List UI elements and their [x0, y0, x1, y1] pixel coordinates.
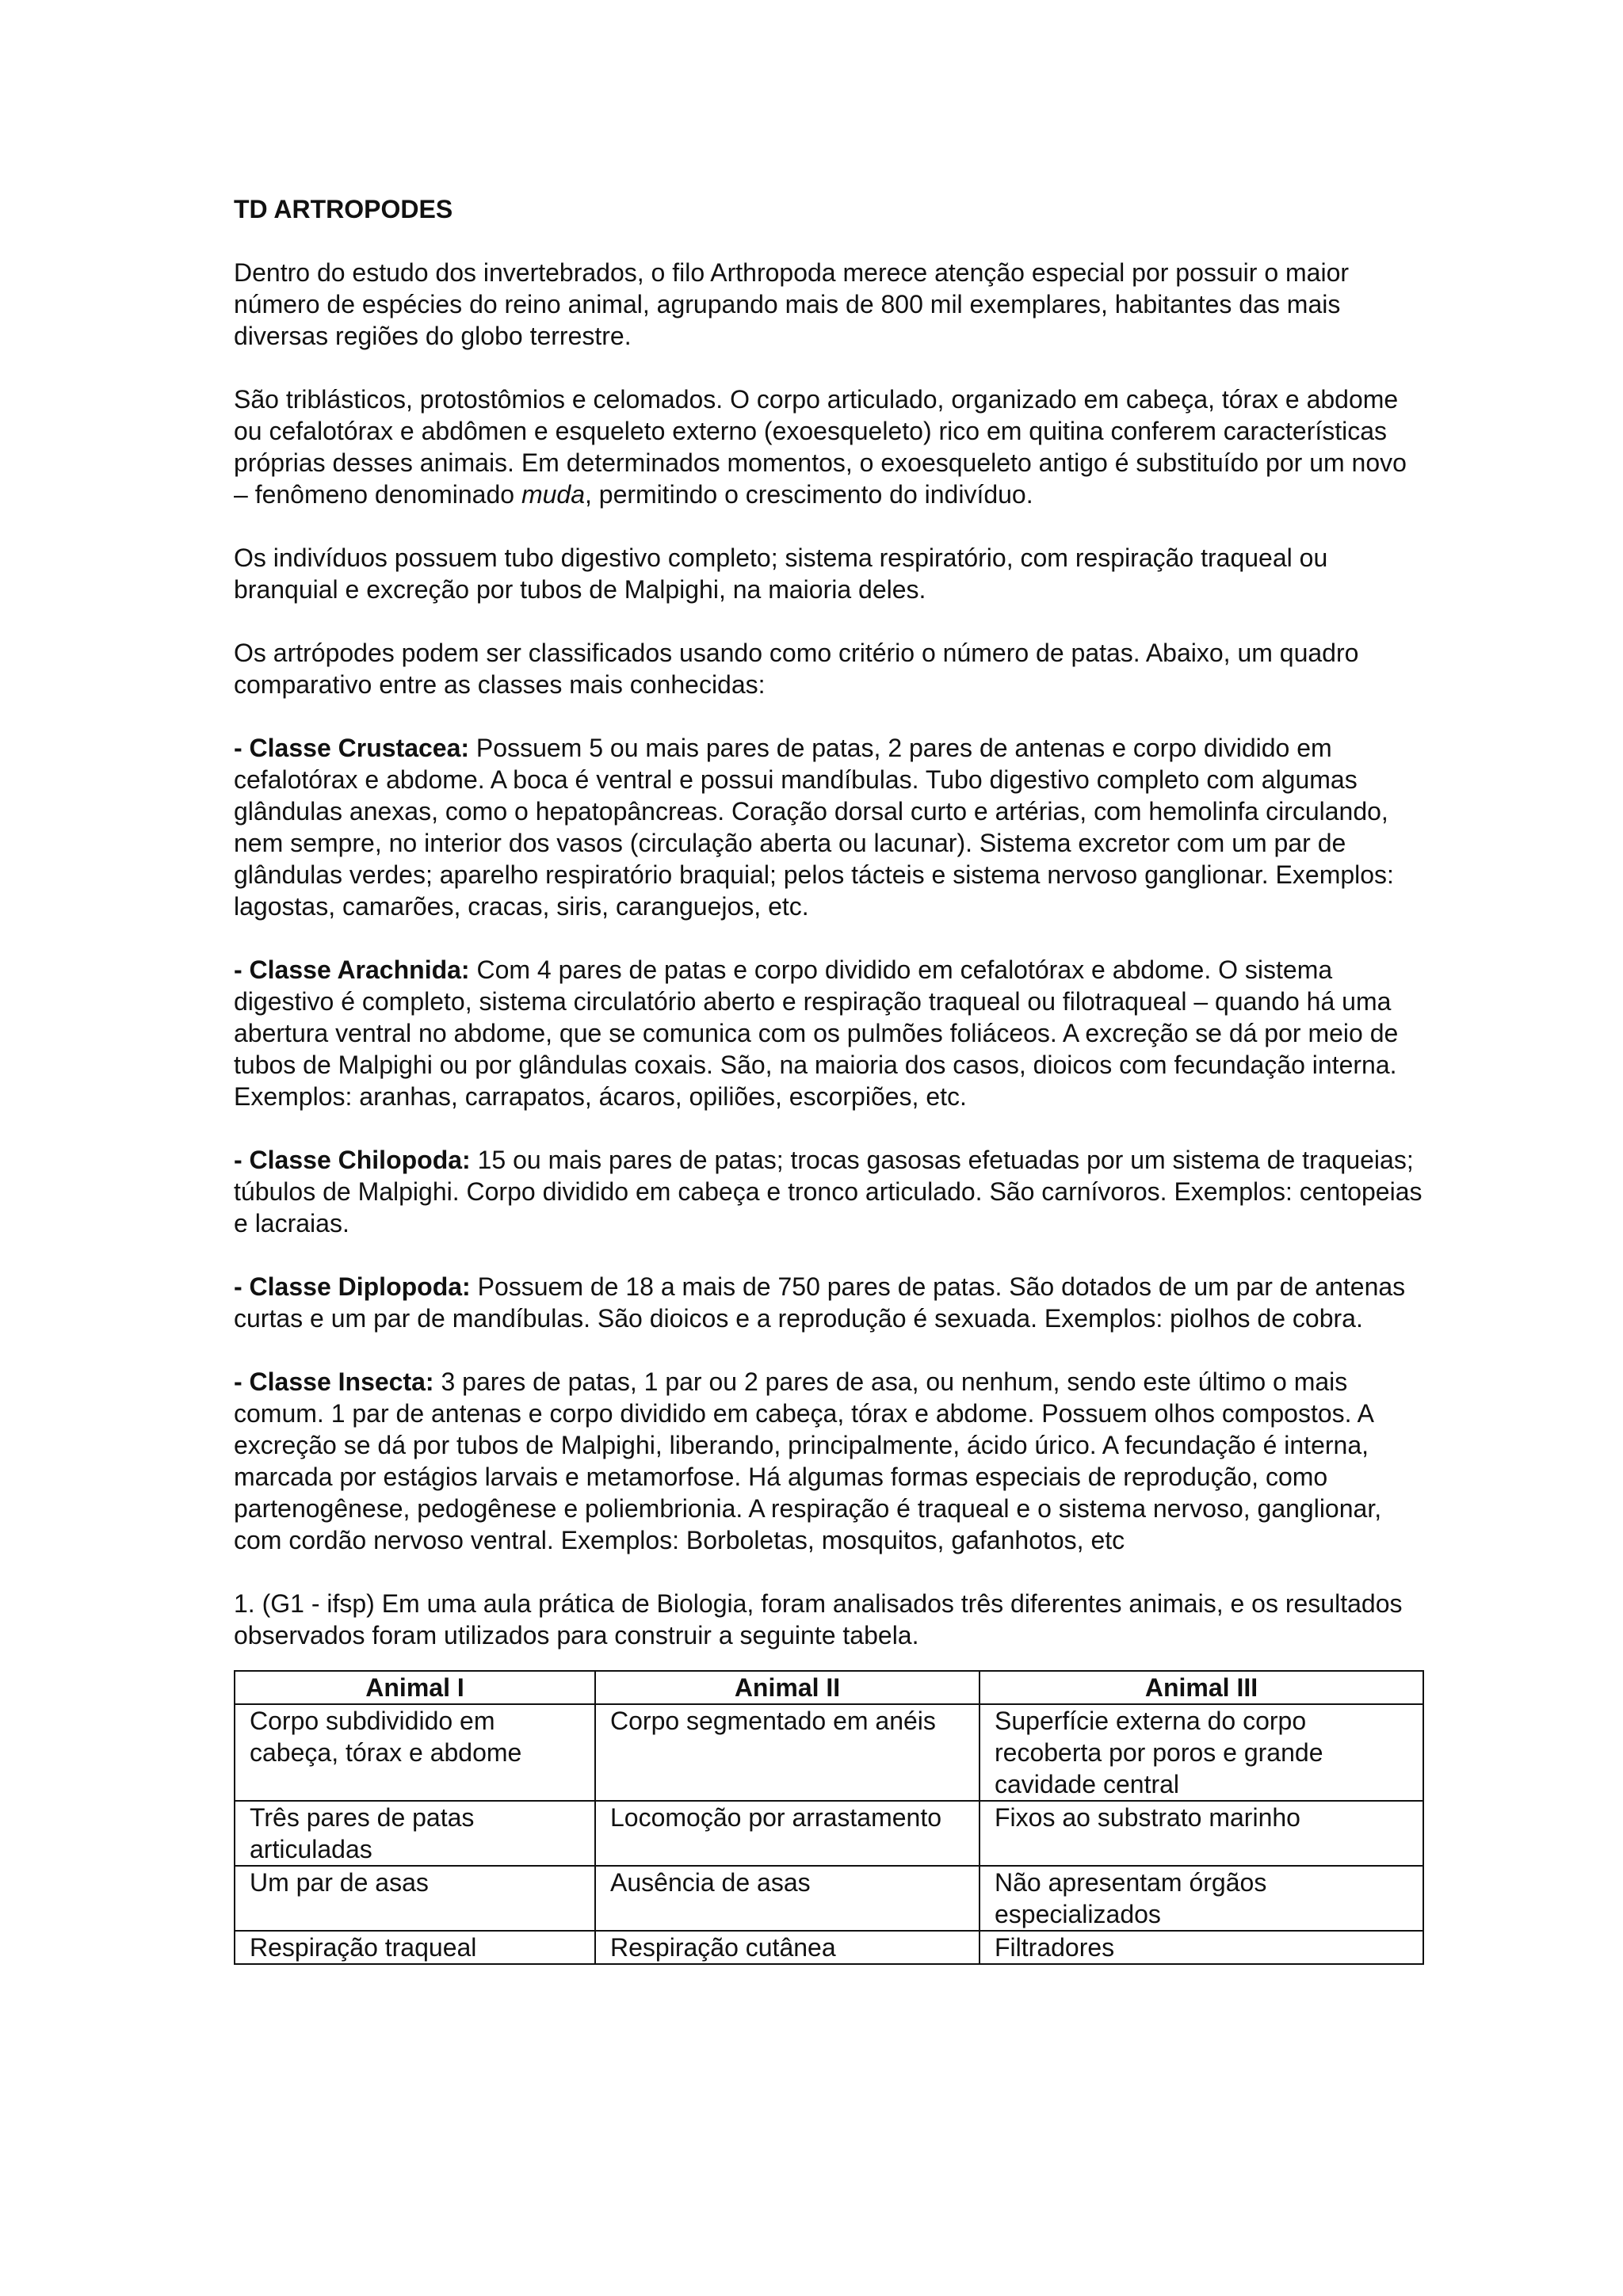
class-arachnida-paragraph: [234, 954, 1423, 1112]
class-chilopoda-paragraph: [234, 1144, 1423, 1239]
text-run: São triblásticos, protostômios e celomados. O corpo articulado, organizado em cabeça, tórax e abdome ou cefalotórax e abdômen e esqueleto externo (exoesqueleto) rico em quitina conferem características próprias desses animais. Em determinados momentos, o exoesqueleto antigo é substituído por um novo – fenômeno denominado: [234, 385, 1407, 509]
body-paragraph-classification: Os artrópodes podem ser classificados usando como critério o número de patas. Abaixo, um quadro comparativo entre as classes mais conhecidas:: [234, 639, 1359, 699]
question-text: (G1 - ifsp) Em uma aula prática de Biologia, foram analisados três diferentes animais, e os resultados observados foram utilizados para construir a seguinte tabela.: [234, 1589, 1403, 1650]
class-label: - Classe Diplopoda:: [234, 1272, 471, 1301]
table-header-cell: Animal III: [980, 1671, 1423, 1704]
document-title: TD ARTROPODES: [234, 195, 453, 223]
table-cell: Locomoção por arrastamento: [595, 1801, 980, 1866]
class-label: - Classe Crustacea:: [234, 734, 470, 762]
table-cell: Corpo subdividido em cabeça, tórax e abdome: [235, 1704, 595, 1801]
body-paragraph-systems: Os indivíduos possuem tubo digestivo completo; sistema respiratório, com respiração traqueal ou branquial e excreção por tubos de Malpighi, na maioria deles.: [234, 543, 1328, 604]
table-cell: Superfície externa do corpo recoberta por poros e grande cavidade central: [980, 1704, 1423, 1801]
emphasis-muda: muda: [521, 480, 585, 509]
table-cell: Respiração cutânea: [595, 1931, 980, 1964]
class-text: Possuem 5 ou mais pares de patas, 2 pares de antenas e corpo dividido em cefalotórax e abdome. A boca é ventral e possui mandíbulas. Tubo digestivo completo com algumas glândulas anexas, como o hepatopâncreas. Coração dorsal curto e artérias, com hemolinfa circulando, nem sempre, no interior dos vasos (circulação aberta ou lacunar). Sistema excretor com um par de glândulas verdes; aparelho respiratório braquial; pelos tácteis e sistema nervoso ganglionar. Exemplos: lagostas, camarões, cracas, siris, caranguejos, etc.: [234, 734, 1394, 921]
question-number: 1.: [234, 1589, 255, 1618]
class-crustacea-paragraph: [234, 732, 1423, 922]
table-header-cell: Animal II: [595, 1671, 980, 1704]
table-header-row: [235, 1671, 1423, 1704]
question-paragraph: [234, 1588, 1423, 1651]
animals-table: [234, 1670, 1424, 1965]
table-row: [235, 1801, 1423, 1866]
class-label: - Classe Chilopoda:: [234, 1146, 471, 1174]
table-row: [235, 1866, 1423, 1931]
document-page: [234, 193, 1423, 1965]
class-text: 3 pares de patas, 1 par ou 2 pares de asa, ou nenhum, sendo este último o mais comum. 1 par de antenas e corpo dividido em cabeça, tórax e abdome. Possuem olhos compostos. A excreção se dá por tubos de Malpighi, liberando, principalmente, ácido úrico. A fecundação é interna, marcada por estágios larvais e metamorfose. Há algumas formas especiais de reprodução, como partenogênese, pedogênese e poliembrionia. A respiração é traqueal e o sistema nervoso, ganglionar, com cordão nervoso ventral. Exemplos: Borboletas, mosquitos, gafanhotos, etc: [234, 1367, 1382, 1554]
table-cell: Respiração traqueal: [235, 1931, 595, 1964]
table-cell: Corpo segmentado em anéis: [595, 1704, 980, 1801]
text-run: , permitindo o crescimento do indivíduo.: [584, 480, 1033, 509]
table-header-cell: Animal I: [235, 1671, 595, 1704]
table-cell: Filtradores: [980, 1931, 1423, 1964]
table-cell: Um par de asas: [235, 1866, 595, 1931]
class-text: Possuem de 18 a mais de 750 pares de patas. São dotados de um par de antenas curtas e um par de mandíbulas. São dioicos e a reprodução é sexuada. Exemplos: piolhos de cobra.: [234, 1272, 1406, 1333]
body-paragraph-characteristics: [234, 383, 1423, 510]
table-cell: Ausência de asas: [595, 1866, 980, 1931]
table-cell: Fixos ao substrato marinho: [980, 1801, 1423, 1866]
table-row: [235, 1704, 1423, 1801]
class-label: - Classe Arachnida:: [234, 955, 470, 984]
class-text: Com 4 pares de patas e corpo dividido em cefalotórax e abdome. O sistema digestivo é completo, sistema circulatório aberto e respiração traqueal ou filotraqueal – quando há uma abertura ventral no abdome, que se comunica com os pulmões foliáceos. A excreção se dá por meio de tubos de Malpighi ou por glândulas coxais. São, na maioria dos casos, dioicos com fecundação interna. Exemplos: aranhas, carrapatos, ácaros, opiliões, escorpiões, etc.: [234, 955, 1399, 1111]
table-row: [235, 1931, 1423, 1964]
class-label: - Classe Insecta:: [234, 1367, 434, 1396]
class-insecta-paragraph: [234, 1366, 1423, 1556]
class-text: 15 ou mais pares de patas; trocas gasosas efetuadas por um sistema de traqueias; túbulos de Malpighi. Corpo dividido em cabeça e tronco articulado. São carnívoros. Exemplos: centopeias e lacraias.: [234, 1146, 1423, 1238]
intro-paragraph: Dentro do estudo dos invertebrados, o filo Arthropoda merece atenção especial por possuir o maior número de espécies do reino animal, agrupando mais de 800 mil exemplares, habitantes das mais diversas regiões do globo terrestre.: [234, 258, 1350, 350]
table-cell: Três pares de patas articuladas: [235, 1801, 595, 1866]
class-diplopoda-paragraph: [234, 1271, 1423, 1334]
table-cell: Não apresentam órgãos especializados: [980, 1866, 1423, 1931]
